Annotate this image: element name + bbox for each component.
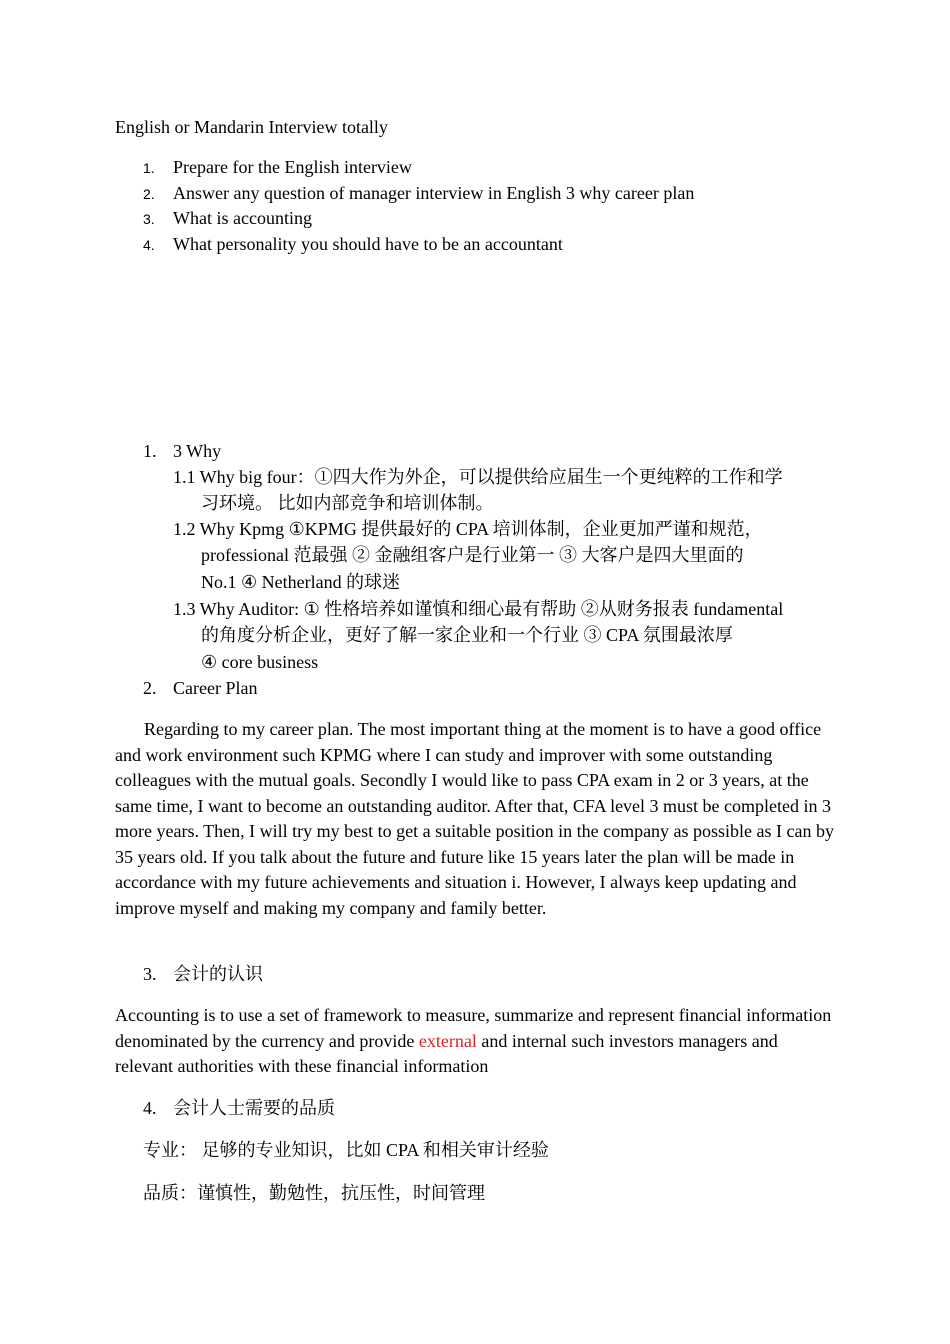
list1-number-3: 3.	[143, 211, 155, 227]
list1-item-1: Prepare for the English interview	[173, 157, 412, 177]
page-heading: English or Mandarin Interview totally	[115, 117, 388, 137]
career-plan-paragraph: Regarding to my career plan. The most important thing at the moment is to have a good office and work environment such KPMG where I can study and improver with some outstanding colleagues with the mutual goals. Secondly I would like to pass CPA exam in 2 or 3 years, at the same time, I want to become an outstanding auditor. After that, CFA level 3 must be completed in 3 more years. Then, I will try my best to get a suitable position in the company as possible as I can by 35 years old. If you talk about the future and future like 15 years later the plan will be made in accordance with my future achievements and situation i. However, I always keep updating and improve myself and making my company and family better.	[115, 719, 835, 918]
section4-title: 会计人士需要的品质	[173, 1098, 335, 1118]
why-auditor-line3: ④ core business	[201, 652, 319, 672]
section1-number: 1.	[143, 441, 157, 461]
section2-title: Career Plan	[173, 678, 258, 698]
why-kpmg-line3: No.1 ④ Netherland 的球迷	[201, 572, 401, 592]
list1-item-2: Answer any question of manager interview in English 3 why career plan	[173, 183, 695, 203]
accounting-definition-paragraph	[115, 1003, 840, 1080]
list1-item-3: What is accounting	[173, 208, 312, 228]
accounting-highlight-external: external	[418, 1030, 477, 1051]
why-kpmg-line2: professional 范最强 ② 金融组客户是行业第一 ③ 大客户是四大里面的	[201, 545, 744, 565]
why-big-four-line1: 1.1 Why big four：①四大作为外企，可以提供给应届生一个更纯粹的工作和学	[173, 467, 783, 487]
why-big-four-line2: 习环境。 比如内部竞争和培训体制。	[201, 493, 494, 513]
section1-title: 3 Why	[173, 441, 222, 461]
list1-number-4: 4.	[143, 237, 155, 253]
why-auditor-line2: 的角度分析企业，更好了解一家企业和一个行业 ③ CPA 氛围最浓厚	[201, 625, 733, 645]
section4-number: 4.	[143, 1098, 157, 1118]
list1-number-1: 1.	[143, 160, 155, 176]
accounting-text-after: and internal such investors managers and relevant authorities with these financial information	[115, 1030, 778, 1076]
list1-number-2: 2.	[143, 186, 155, 202]
section3-title: 会计的认识	[173, 964, 263, 984]
quality-requirement: 品质：谨慎性，勤勉性，抗压性，时间管理	[143, 1183, 485, 1203]
why-kpmg-line1: 1.2 Why Kpmg ①KPMG 提供最好的 CPA 培训体制，企业更加严谨和规范，	[173, 519, 763, 539]
section2-number: 2.	[143, 678, 157, 698]
list1-item-4: What personality you should have to be an accountant	[173, 234, 563, 254]
section3-number: 3.	[143, 964, 157, 984]
accounting-text-before: Accounting is to use a set of framework to measure, summarize and represent financial information denominated by the currency and provide	[115, 1005, 832, 1051]
why-auditor-line1: 1.3 Why Auditor: ① 性格培养如谨慎和细心最有帮助 ②从财务报表 fundamental	[173, 599, 784, 619]
professional-requirement: 专业： 足够的专业知识，比如 CPA 和相关审计经验	[143, 1140, 549, 1160]
